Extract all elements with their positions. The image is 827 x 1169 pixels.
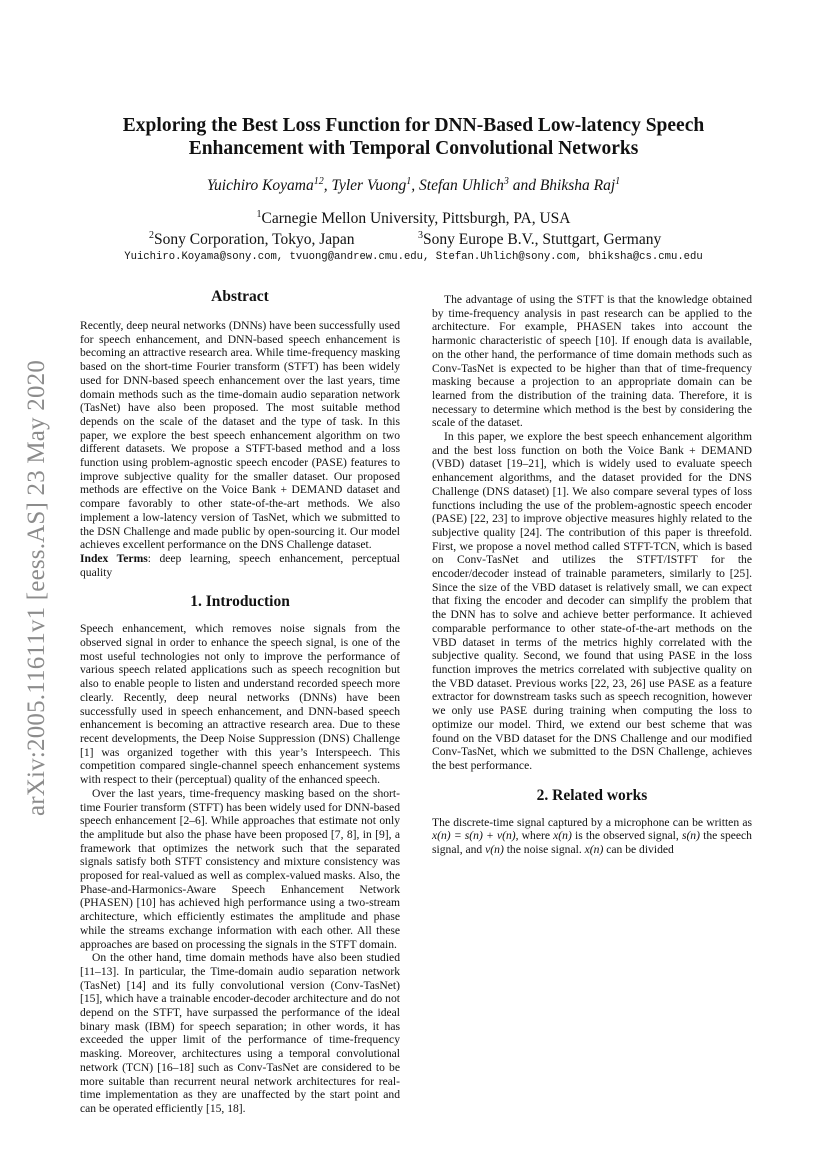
author-list [80, 176, 747, 195]
index-terms-text: : deep learning, speech enhancement, perceptual quality [80, 551, 400, 579]
author-separator: and [508, 177, 540, 195]
affiliation-mark: 1 [256, 209, 262, 220]
text-run: , where [515, 829, 554, 843]
left-column [80, 288, 400, 1116]
math-expression: v(n) [485, 843, 504, 857]
author-emails: Yuichiro.Koyama@sony.com, tvuong@andrew.cmu.edu, Stefan.Uhlich@sony.com, bhiksha@cs.cmu.edu [124, 251, 703, 263]
affiliation-1 [0, 209, 827, 228]
affiliation-mark: 2 [149, 230, 154, 241]
math-expression: s(n) [681, 829, 700, 843]
affiliation-2 [149, 230, 355, 249]
author-affiliation-mark: 3 [503, 176, 509, 187]
arxiv-id: arXiv:2005.11611v1 [eess.AS] 23 May 2020 [23, 359, 50, 817]
right-column [432, 293, 752, 857]
text-run: can be divided [603, 843, 674, 857]
title-line-1: Exploring the Best Loss Function for DNN-Based Low-latency Speech [122, 115, 705, 136]
text-run: the speech signal, and [432, 829, 752, 857]
author-separator: , [411, 177, 420, 195]
abstract-heading: Abstract [211, 288, 269, 305]
arxiv-sidebar-stamp [22, 348, 52, 828]
affiliation-text: Sony Europe B.V., Stuttgart, Germany [423, 231, 662, 249]
affiliation-text: Sony Corporation, Tokyo, Japan [154, 231, 355, 249]
section-heading-introduction: 1. Introduction [190, 593, 290, 611]
math-expression: x(n) [553, 829, 572, 843]
intro-paragraph-1: Speech enhancement, which removes noise signals from the observed signal in order to enhance the speech signal, is one of the most useful technologies not only to improve the performance of various speech related applications such as speech recognition but also to enable people to listen and understand recorded speech more clearly. Recently, deep neural networks (DNNs) have been successfully used in speech enhancement, and DNN-based speech enhancement is becoming an attractive research area. Due to these recent developments, the Deep Noise Suppression (DNS) Challenge [1] was organized together with this year’s Interspeech. This competition compared single-channel speech enhancement systems with respect to their (perceptual) quality of the enhanced speech. [80, 622, 400, 787]
intro-paragraph-3: On the other hand, time domain methods have also been studied [11–13]. In particular, the Time-domain audio separation network (TasNet) [14] and its fully convolutional version (Conv-TasNet) [15], which have a trainable encoder-decoder architecture and do not depend on the STFT, have surpassed the performance of the ideal binary mask (IBM) for speech separation; in other words, it has exceeded the upper limit of the performance of time-frequency masking. Moreover, architectures using a temporal convolutional network (TCN) [16–18] such as Conv-TasNet are considered to be more suitable than recurrent neural network architectures for real-time implementation as they are unaffected by the start point and can be operated efficiently [15, 18]. [80, 951, 400, 1115]
author-name: Bhiksha Raj [539, 177, 616, 195]
title-line-2: Enhancement with Temporal Convolutional Networks [188, 138, 639, 159]
author-name: Tyler Vuong [331, 177, 407, 195]
text-run: The discrete-time signal captured by a microphone can be written as [432, 815, 752, 829]
section-heading-related-works: 2. Related works [536, 786, 648, 804]
author-name: Yuichiro Koyama [206, 177, 314, 195]
affiliation-text: Carnegie Mellon University, Pittsburgh, PA, USA [261, 210, 571, 228]
intro-paragraph-2: Over the last years, time-frequency masking based on the short-time Fourier transform (STFT) has been widely used for DNN-based speech enhancement [2–6]. While approaches that estimate not only the amplitude but also the phase have been proposed [7, 8], in [9], a framework that optimizes the network such that the separated signals satisfy both STFT consistency and mixture consistency was proposed for real-valued as well as complex-valued masks. Also, the Phase-and-Harmonics-Aware Speech Enhancement Network (PHASEN) [10] has achieved high performance using a two-stream architecture, which efficiently estimates the amplitude and phase while the streams exchange information with each other. All these approaches are based on processing the signals in the STFT domain. [80, 786, 400, 951]
abstract-text: Recently, deep neural networks (DNNs) have been successfully used for speech enhancement, and DNN-based speech enhancement is becoming an attractive research area. While time-frequency masking based on the short-time Fourier transform (STFT) has been widely used for DNN-based speech enhancement over the last years, time domain methods such as the time-domain audio separation network (TasNet) have also been proposed. The most suitable method depends on the scale of the dataset and the type of task. In this paper, we explore the best speech enhancement algorithm on two different datasets. We propose a STFT-based method and a loss function using problem-agnostic speech encoder (PASE) features to improve subjective quality for the smaller dataset. Our proposed methods are effective on the Voice Bank + DEMAND dataset and compare favorably to other state-of-the-art methods. We also implement a low-latency version of TasNet, which we submitted to the DSN Challenge and made public by open-sourcing it. Our model achieves excellent performance on the DNS Challenge dataset. [80, 319, 400, 552]
math-expression: x(n) = s(n) + v(n) [432, 829, 516, 843]
author-affiliation-mark: 1 [615, 176, 621, 187]
text-run: is the observed signal, [571, 829, 682, 843]
index-terms [80, 552, 400, 579]
author-affiliation-mark: 12 [313, 176, 324, 187]
affiliation-mark: 3 [418, 230, 423, 241]
math-expression: x(n) [584, 843, 604, 857]
paper-title [80, 114, 747, 160]
affiliation-3 [418, 230, 661, 249]
author-name: Stefan Uhlich [419, 177, 504, 195]
intro-paragraph-5: In this paper, we explore the best speech enhancement algorithm and the best loss function on both the Voice Bank + DEMAND (VBD) dataset [19–21], which is widely used to evaluate speech enhancement algorithms, and the dataset provided for the DNS Challenge (DNS dataset) [1]. We also compare several types of loss functions including the use of the problem-agnostic speech encoder (PASE) [22, 23] to improve objective measures highly related to the subjective quality [24]. The contribution of this paper is threefold. First, we propose a novel method called STFT-TCN, which is based on Conv-TasNet and utilizes the STFT/ISTFT for the encoder/decoder instead of trainable parameters, similarly to [25]. Since the size of the VBD dataset is relatively small, we can expect that fixing the encoder and decoder can simplify the problem that the DNN has to solve and achieve better performance. It achieved comparable performance to other state-of-the-art methods on the VBD dataset in terms of the metrics highly correlated with the subjective quality. Second, we found that using PASE in the loss function improves the metrics correlated with subjective quality on the VBD dataset. Previous works [22, 23, 26] use PASE as a feature extractor for downstream tasks such as speech recognition, however we only use PASE during training when computing the loss to optimize our model. Third, we extend our best scheme that was found on the VBD dataset for the DNS Challenge and our modified Conv-TasNet, which we submitted to the DSN Challenge, achieves the best performance. [432, 430, 752, 772]
index-terms-label: Index Terms [80, 551, 148, 565]
author-separator: , [323, 177, 332, 195]
intro-paragraph-4: The advantage of using the STFT is that the knowledge obtained by time-frequency analysis in past research can be applied to the architecture. For example, PHASEN takes into account the harmonic characteristic of speech [10]. If enough data is available, on the other hand, the performance of time domain methods such as Conv-TasNet is expected to be higher than that of time-frequency masking because a projection to an appropriate domain can be learned from the distribution of the training data. Therefore, it is necessary to determine which method is the best by considering the scale of the dataset. [432, 293, 752, 430]
text-run: the noise signal. [503, 843, 585, 857]
related-paragraph-1 [432, 816, 752, 857]
author-affiliation-mark: 1 [406, 176, 412, 187]
